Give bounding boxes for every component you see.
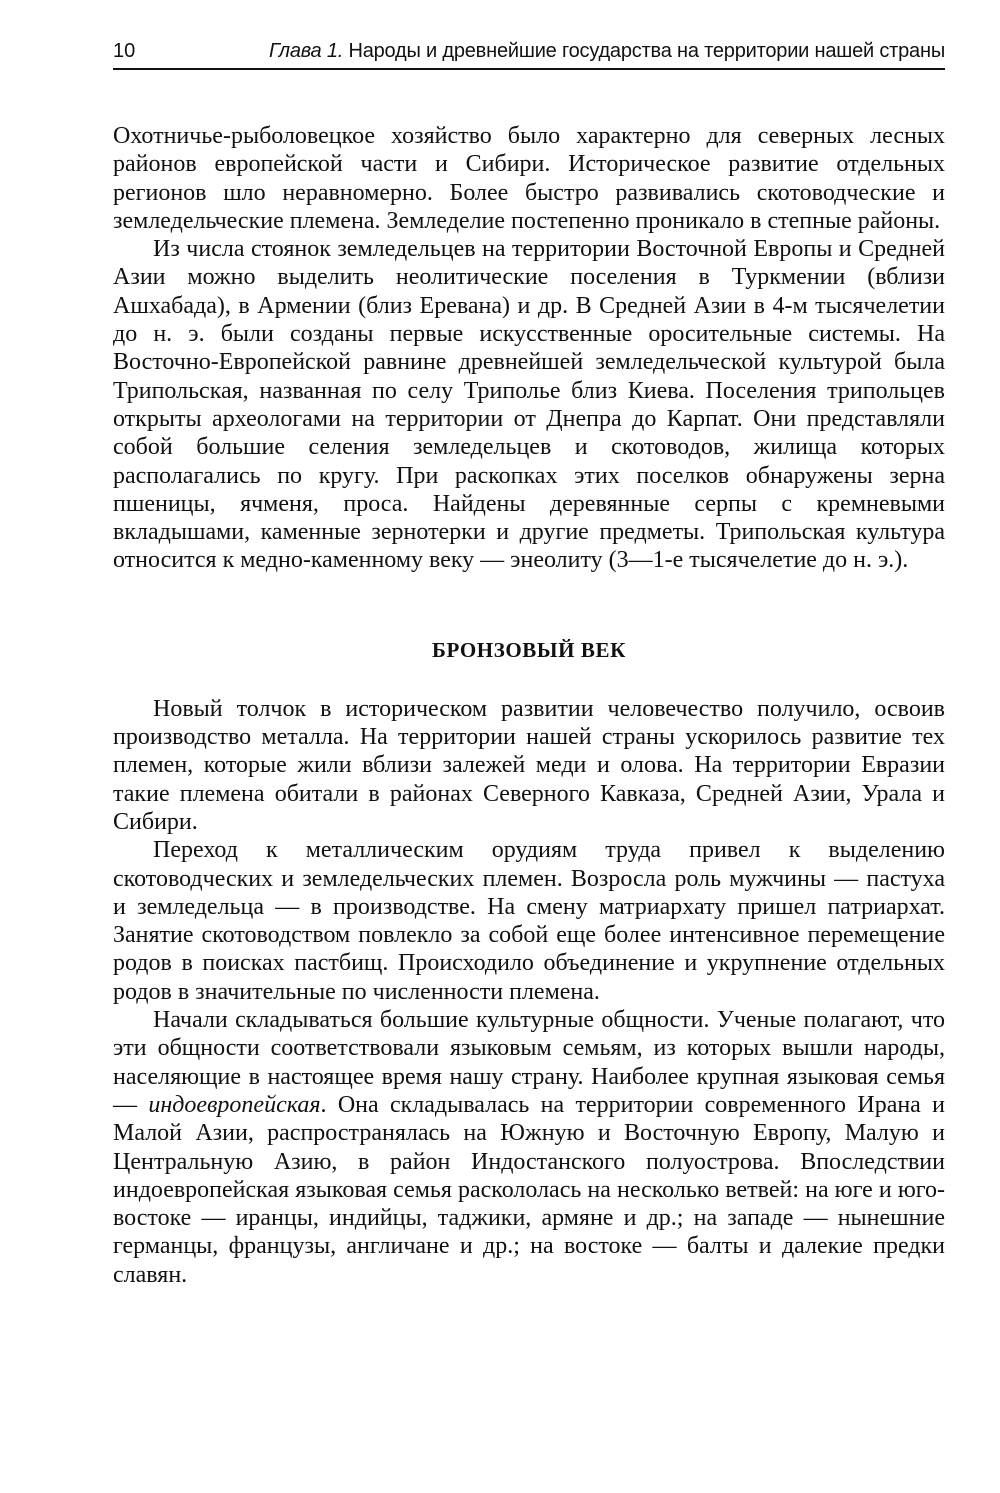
intro-text-block xyxy=(113,122,945,575)
paragraph: Новый толчок в историческом развитии человечество получило, освоив производство металла. На территории нашей страны ускорилось развитие тех племен, которые жили вблизи залежей меди и олова. На территории Евразии такие племена обитали в районах Северного Кавказа, Средней Азии, Урала и Сибири. xyxy=(113,695,945,835)
running-head xyxy=(113,38,945,70)
paragraph-text: Начали складываться большие культурные общности. Ученые полагают, что эти общности соответствовали языковым семьям, из которых вышли народы, населяющие в настоящее время нашу страну. Наиболее крупная языковая семья — xyxy=(113,1007,945,1118)
chapter-label: Глава 1. xyxy=(268,40,344,62)
bronze-age-text-block xyxy=(113,695,945,1289)
chapter-title xyxy=(269,38,945,64)
paragraph xyxy=(113,1006,945,1289)
paragraph: Переход к металлическим орудиям труда привел к выделению скотоводческих и земледельческих племен. Возросла роль мужчины — пастуха и земледельца — в производстве. На смену матриархату пришел патриархат. Занятие скотоводством повлекло за собой еще более интенсивное перемещение родов в поисках пастбищ. Происходило объединение и укрупнение отдельных родов в значительные по численности племена. xyxy=(113,837,945,1005)
section-heading: БРОНЗОВЫЙ ВЕК xyxy=(432,637,626,662)
italic-term: индоевропейская xyxy=(148,1091,321,1118)
chapter-title-text: Народы и древнейшие государства на территории нашей страны xyxy=(343,40,945,62)
paragraph: Из числа стоянок земледельцев на территории Восточной Европы и Средней Азии можно выделить неолитические поселения в Туркмении (вблизи Ашхабада), в Армении (близ Еревана) и др. В Средней Азии в 4-м тысячелетии до н. э. были созданы первые искусственные оросительные системы. На Восточно-Европейской равнине древнейшей земледельческой культурой была Трипольская, названная по селу Триполье близ Киева. Поселения трипольцев открыты археологами на территории от Днепра до Карпат. Они представляли собой большие селения земледельцев и скотоводов, жилища которых располагались по кругу. При раскопках этих поселков обнаружены зерна пшеницы, ячменя, проса. Найдены деревянные серпы с кремневыми вкладышами, каменные зернотерки и другие предметы. Трипольская культура относится к медно-каменному веку — энеолиту (3—1-е тысячелетие до н. э.). xyxy=(113,236,945,574)
paragraph-text: . Она складывалась на территории современного Ирана и Малой Азии, распространялась на Южную и Восточную Европу, Малую и Центральную Азию, в район Индостанского полуострова. Впоследствии индоевропейская языковая семья раскололась на несколько ветвей: на юге и юго-востоке — иранцы, индийцы, таджики, армяне и др.; на западе — нынешние германцы, французы, англичане и др.; на востоке — балты и далекие предки славян. xyxy=(113,1091,945,1288)
page-number: 10 xyxy=(113,40,136,62)
book-page xyxy=(113,38,945,1289)
paragraph: Охотничье-рыболовецкое хозяйство было характерно для северных лесных районов европейской части и Сибири. Историческое развитие отдельных регионов шло неравномерно. Более быстро развивались скотоводческие и земледельческие племена. Земледелие постепенно проникало в степные районы. xyxy=(113,123,945,234)
